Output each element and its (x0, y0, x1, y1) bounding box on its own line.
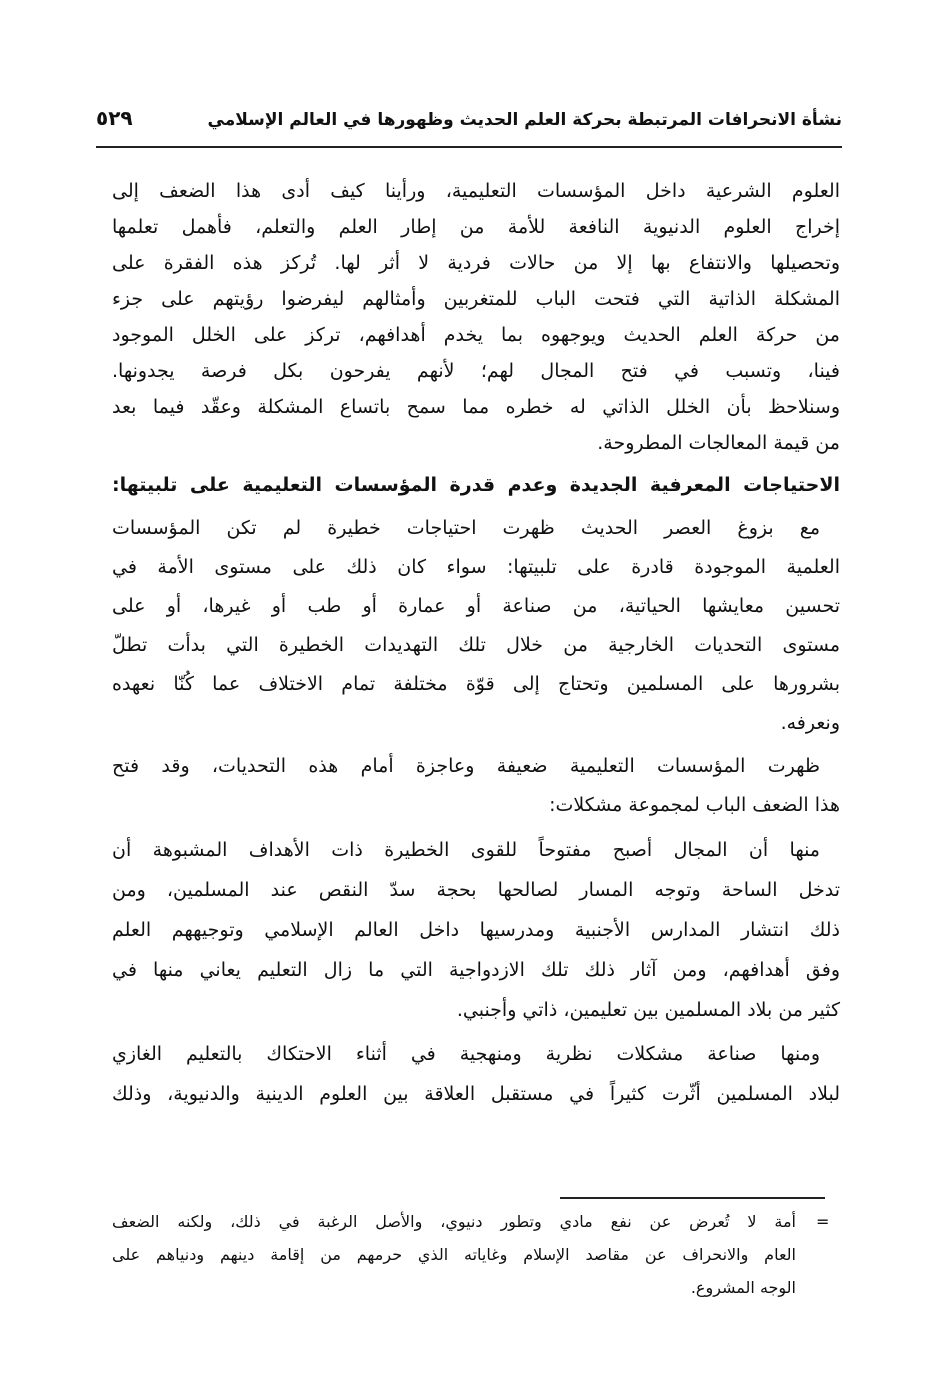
text-line: هذا الضعف الباب لمجموعة مشكلات: (549, 794, 840, 816)
text-line: تدخل الساحة وتوجه المسار لصالحها بحجة سدّ النقص عند المسلمين، ومن (112, 879, 840, 901)
text-line: ومنها صناعة مشكلات نظرية ومنهجية في أثناء الاحتكاك بالتعليم الغازي (112, 1043, 820, 1065)
text-line: وسنلاحظ بأن الخلل الذاتي له خطره مما سمح باتساع المشكلة وعقّد فيما بعد (112, 396, 840, 418)
text-line: وفق أهدافهم، ومن آثار ذلك تلك الازدواجية التي ما زال التعليم يعاني منها في (112, 959, 840, 981)
footnote-line: العام والانحراف عن مقاصد الإسلام وغاياته الذي حرمهم من إقامة دينهم ودنياهم على (112, 1245, 796, 1264)
text-line: العلوم الشرعية داخل المؤسسات التعليمية، ورأينا كيف أدى هذا الضعف إلى (112, 180, 840, 202)
footnote-line: أمة لا تُعرض عن نفع مادي وتطور دنيوي، والأصل الرغبة في ذلك، ولكنه الضعف (112, 1212, 796, 1231)
text-line: كثير من بلاد المسلمين بين تعليمين، ذاتي وأجنبي. (456, 999, 840, 1021)
text-line: وتحصيلها والانتفاع بها إلا من حالات فردية لا أثر لها. تُركز هذه الفقرة على (112, 252, 840, 274)
footnote-continuation-marker: = (816, 1212, 830, 1231)
text-line: مستوى التحديات الخارجية من خلال تلك التهديدات الخطيرة التي بدأت تطلّ (112, 634, 840, 656)
text-line: لبلاد المسلمين أثّرت كثيراً في مستقبل العلاقة بين العلوم الدينية والدنيوية، وذلك (112, 1083, 840, 1105)
text-line: منها أن المجال أصبح مفتوحاً للقوى الخطيرة ذات الأهداف المشبوهة أن (112, 839, 820, 861)
footnote-line: الوجه المشروع. (690, 1278, 796, 1297)
text-line: ونعرفه. (780, 712, 840, 734)
text-line: المشكلة الذاتية التي فتحت الباب للمتغربين وأمثالهم ليفرضوا رؤيتهم على جزء (112, 288, 840, 310)
text-line: العلمية الموجودة قادرة على تلبيتها: سواء كان ذلك على مستوى الأمة في (112, 556, 840, 578)
text-line: من قيمة المعالجات المطروحة. (597, 432, 840, 454)
text-line: بشرورها على المسلمين وتحتاج إلى قوّة مختلفة تمام الاختلاف عما كُنّا نعهده (112, 673, 840, 695)
footnote-divider (560, 1197, 825, 1199)
text-line: مع بزوغ العصر الحديث ظهرت احتياجات خطيرة لم تكن المؤسسات (112, 517, 820, 539)
header-divider (96, 146, 842, 148)
text-line: تحسين معايشها الحياتية، من صناعة أو عمارة أو طب أو غيرها، أو على (112, 595, 840, 617)
section-heading: الاحتياجات المعرفية الجديدة وعدم قدرة المؤسسات التعليمية على تلبيتها: (112, 474, 840, 496)
text-line: ظهرت المؤسسات التعليمية ضعيفة وعاجزة أمام هذه التحديات، وقد فتح (112, 755, 820, 777)
text-line: فينا، وتسبب في فتح المجال لهم؛ لأنهم يفرحون بكل فرصة يجدونها. (112, 360, 840, 382)
text-line: من حركة العلم الحديث ويوجهوه بما يخدم أهدافهم، تركز على الخلل الموجود (112, 324, 840, 346)
text-line: إخراج العلوم الدنيوية النافعة للأمة من إطار العلم والتعلم، فأهمل تعلمها (112, 216, 840, 238)
page-number: ٥٢٩ (96, 106, 133, 130)
running-header-title: نشأة الانحرافات المرتبطة بحركة العلم الحديث وظهورها في العالم الإسلامي (207, 110, 842, 130)
text-line: ذلك انتشار المدارس الأجنبية ومدرسيها داخل العالم الإسلامي وتوجيههم العلم (112, 919, 840, 941)
